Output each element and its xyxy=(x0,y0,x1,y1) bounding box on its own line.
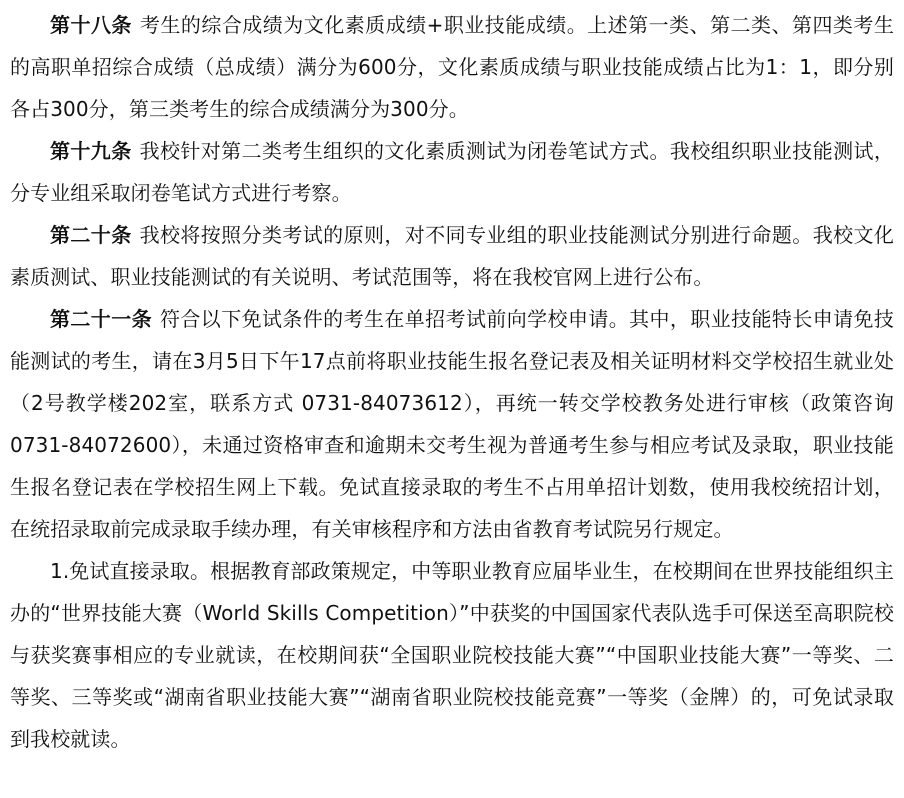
article-20-heading: 第二十条 xyxy=(50,223,132,247)
article-19-paragraph xyxy=(10,130,894,214)
article-20-text: 我校将按照分类考试的原则，对不同专业组的职业技能测试分别进行命题。我校文化素质测试、职业技能测试的有关说明、考试范围等，将在我校官网上进行公布。 xyxy=(10,223,894,289)
article-19-heading: 第十九条 xyxy=(50,139,132,163)
article-20-paragraph xyxy=(10,214,894,298)
article-21-heading: 第二十一条 xyxy=(50,307,152,331)
article-21-text: 符合以下免试条件的考生在单招考试前向学校申请。其中，职业技能特长申请免技能测试的考生，请在3月5日下午17点前将职业技能生报名登记表及相关证明材料交学校招生就业处（2号教学楼202室，联系方式 0731-84073612），再统一转交学校教务处进行审核（政策咨询0731-84072600），未通过资格审查和逾期未交考生视为普通考生参与相应考试及录取，职业技能生报名登记表在学校招生网上下载。免试直接录取的考生不占用单招计划数，使用我校统招计划，在统招录取前完成录取手续办理，有关审核程序和方法由省教育考试院另行规定。 xyxy=(10,307,895,541)
article-18-text: 考生的综合成绩为文化素质成绩+职业技能成绩。上述第一类、第二类、第四类考生的高职单招综合成绩（总成绩）满分为600分，文化素质成绩与职业技能成绩占比为1：1，即分别各占300分，第三类考生的综合成绩满分为300分。 xyxy=(10,13,894,121)
article-21-paragraph xyxy=(10,298,894,550)
article-19-text: 我校针对第二类考生组织的文化素质测试为闭卷笔试方式。我校组织职业技能测试，分专业组采取闭卷笔试方式进行考察。 xyxy=(10,139,894,205)
exemption-item-1-text: 1.免试直接录取。根据教育部政策规定，中等职业教育应届毕业生，在校期间在世界技能组织主办的“世界技能大赛（World Skills Competition）”中获奖的中国国家代表队选手可保送至高职院校与获奖赛事相应的专业就读，在校期间获“全国职业院校技能大赛”“中国职业技能大赛”一等奖、二等奖、三等奖或“湖南省职业技能大赛”“湖南省职业院校技能竞赛”一等奖（金牌）的，可免试录取到我校就读。 xyxy=(10,559,894,751)
exemption-item-1-paragraph xyxy=(10,550,894,760)
article-18-heading: 第十八条 xyxy=(50,13,132,37)
article-18-paragraph xyxy=(10,4,894,130)
